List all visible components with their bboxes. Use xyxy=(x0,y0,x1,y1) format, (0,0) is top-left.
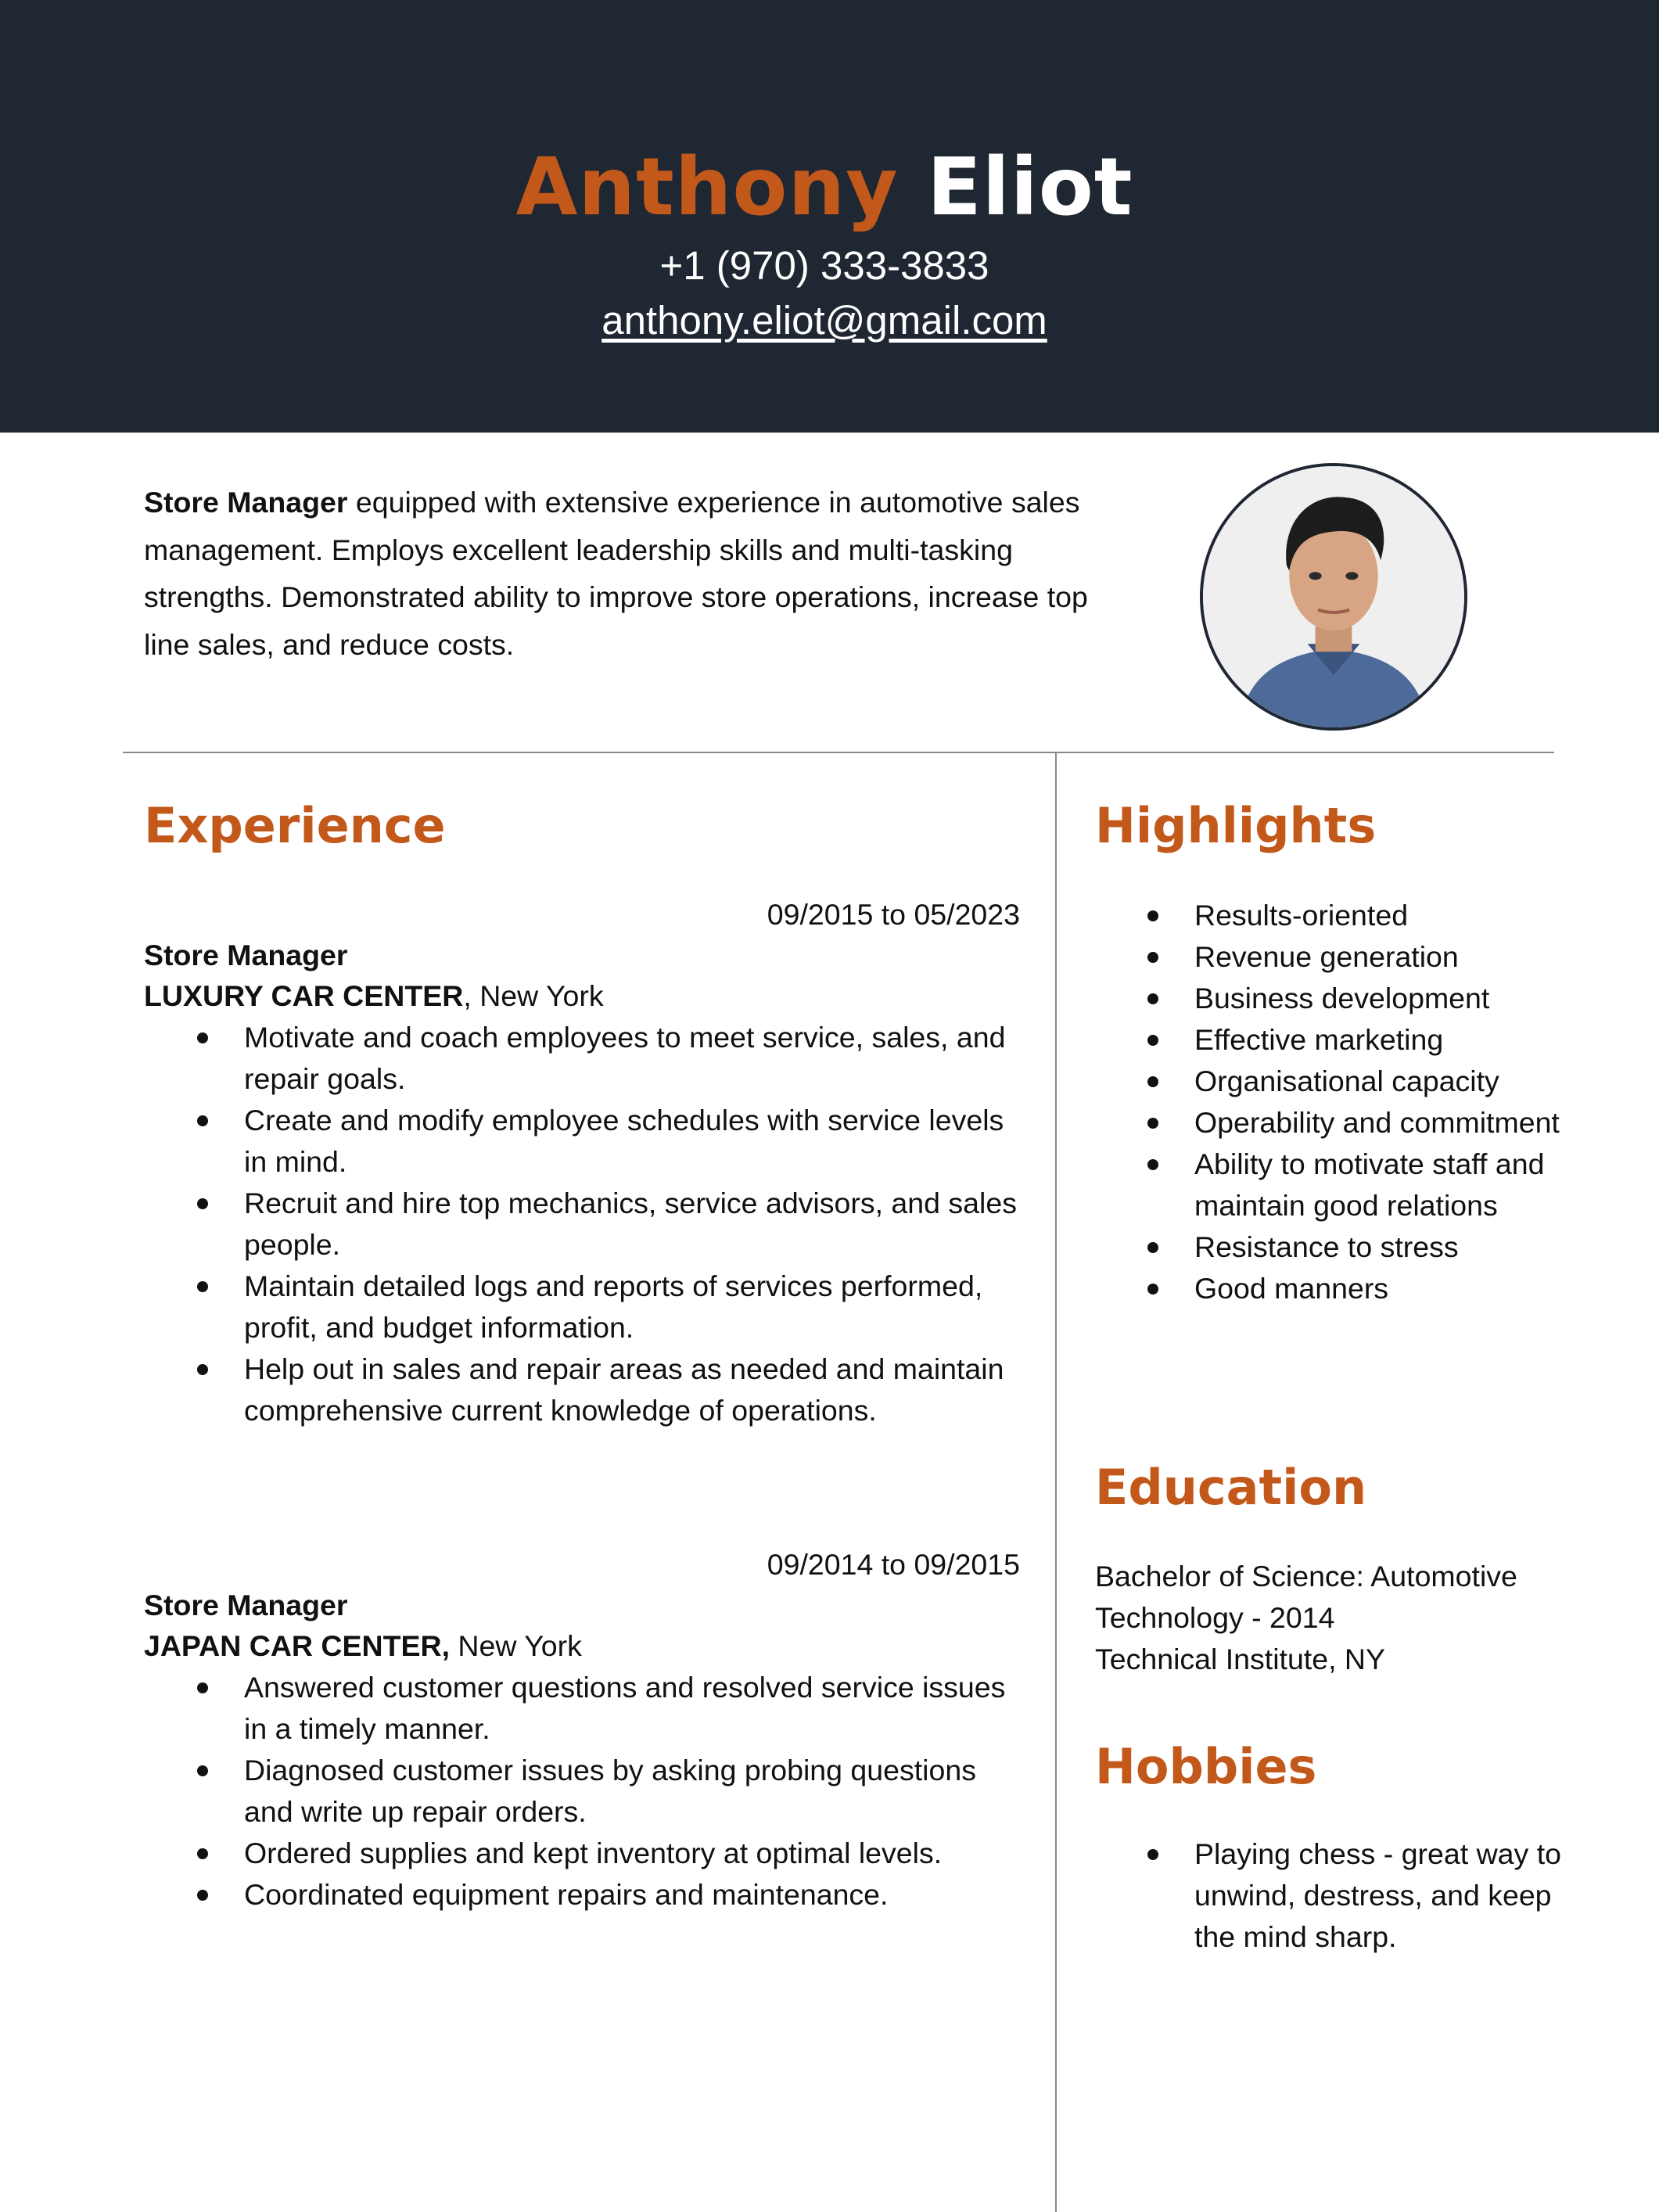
job-2-title: Store Manager xyxy=(144,1589,348,1621)
list-item: Diagnosed customer issues by asking probing questions and write up repair orders. xyxy=(144,1750,1028,1833)
degree-line-1: Bachelor of Science: Automotive xyxy=(1095,1560,1517,1593)
profile-photo xyxy=(1200,463,1467,731)
list-item: Playing chess - great way to unwind, destress, and keep the mind sharp. xyxy=(1094,1833,1564,1958)
list-item: Organisational capacity xyxy=(1094,1061,1564,1102)
list-item: Ability to motivate staff and maintain good relations xyxy=(1094,1144,1564,1226)
experience-heading: Experience xyxy=(144,797,446,854)
email-link[interactable]: anthony.eliot@gmail.com xyxy=(601,298,1047,343)
job-1-company: LUXURY CAR CENTER xyxy=(144,979,464,1012)
list-item: Ordered supplies and kept inventory at optimal levels. xyxy=(144,1833,1028,1874)
professional-summary xyxy=(144,479,1106,668)
job-1-location: , New York xyxy=(463,979,604,1012)
resume-header xyxy=(0,0,1659,433)
list-item: Results-oriented xyxy=(1094,895,1564,936)
list-item: Motivate and coach employees to meet service, sales, and repair goals. xyxy=(144,1017,1028,1100)
hobbies-heading: Hobbies xyxy=(1095,1738,1317,1795)
list-item: Recruit and hire top mechanics, service advisors, and sales people. xyxy=(144,1183,1028,1266)
degree-line-2: Technology - 2014 xyxy=(1095,1601,1335,1634)
email-container xyxy=(0,293,1649,348)
job-1-title: Store Manager xyxy=(144,939,348,971)
list-item: Maintain detailed logs and reports of services performed, profit, and budget information. xyxy=(144,1266,1028,1348)
job-1-duties xyxy=(144,1017,1028,1431)
highlights-list xyxy=(1094,895,1564,1309)
job-2-employer xyxy=(144,1625,582,1667)
summary-text: equipped with extensive experience in automotive sales management. Employs excellent leadership skills and multi-tasking strengths. Demonstrated ability to improve store operations, increase top line sales, and reduce costs. xyxy=(144,486,1088,661)
list-item: Help out in sales and repair areas as needed and maintain comprehensive current knowledge of operations. xyxy=(144,1348,1028,1431)
list-item: Coordinated equipment repairs and maintenance. xyxy=(144,1874,1028,1916)
job-2-dates: 09/2014 to 09/2015 xyxy=(767,1548,1020,1581)
job-2-duties xyxy=(144,1667,1028,1916)
list-item: Resistance to stress xyxy=(1094,1226,1564,1268)
list-item: Create and modify employee schedules with service levels in mind. xyxy=(144,1100,1028,1183)
column-divider xyxy=(1055,752,1057,2212)
list-item: Answered customer questions and resolved service issues in a timely manner. xyxy=(144,1667,1028,1750)
list-item: Effective marketing xyxy=(1094,1019,1564,1061)
highlights-heading: Highlights xyxy=(1095,797,1377,854)
list-item: Good manners xyxy=(1094,1268,1564,1309)
job-1-dates: 09/2015 to 05/2023 xyxy=(767,898,1020,931)
job-2-location: New York xyxy=(450,1629,582,1662)
job-1-employer xyxy=(144,975,604,1017)
first-name: Anthony xyxy=(515,141,899,234)
phone-number: +1 (970) 333-3833 xyxy=(659,243,989,288)
school-name: Technical Institute, NY xyxy=(1095,1643,1386,1675)
last-name: Eliot xyxy=(927,141,1133,234)
job-2-company: JAPAN CAR CENTER, xyxy=(144,1629,451,1662)
candidate-name xyxy=(0,133,1649,242)
horizontal-divider xyxy=(123,752,1554,753)
list-item: Revenue generation xyxy=(1094,936,1564,978)
hobbies-list xyxy=(1094,1833,1564,1958)
education-heading: Education xyxy=(1095,1459,1367,1516)
portrait-illustration xyxy=(1203,466,1464,727)
summary-role: Store Manager xyxy=(144,486,348,519)
list-item: Operability and commitment xyxy=(1094,1102,1564,1144)
education-details xyxy=(1095,1556,1580,1680)
list-item: Business development xyxy=(1094,978,1564,1019)
